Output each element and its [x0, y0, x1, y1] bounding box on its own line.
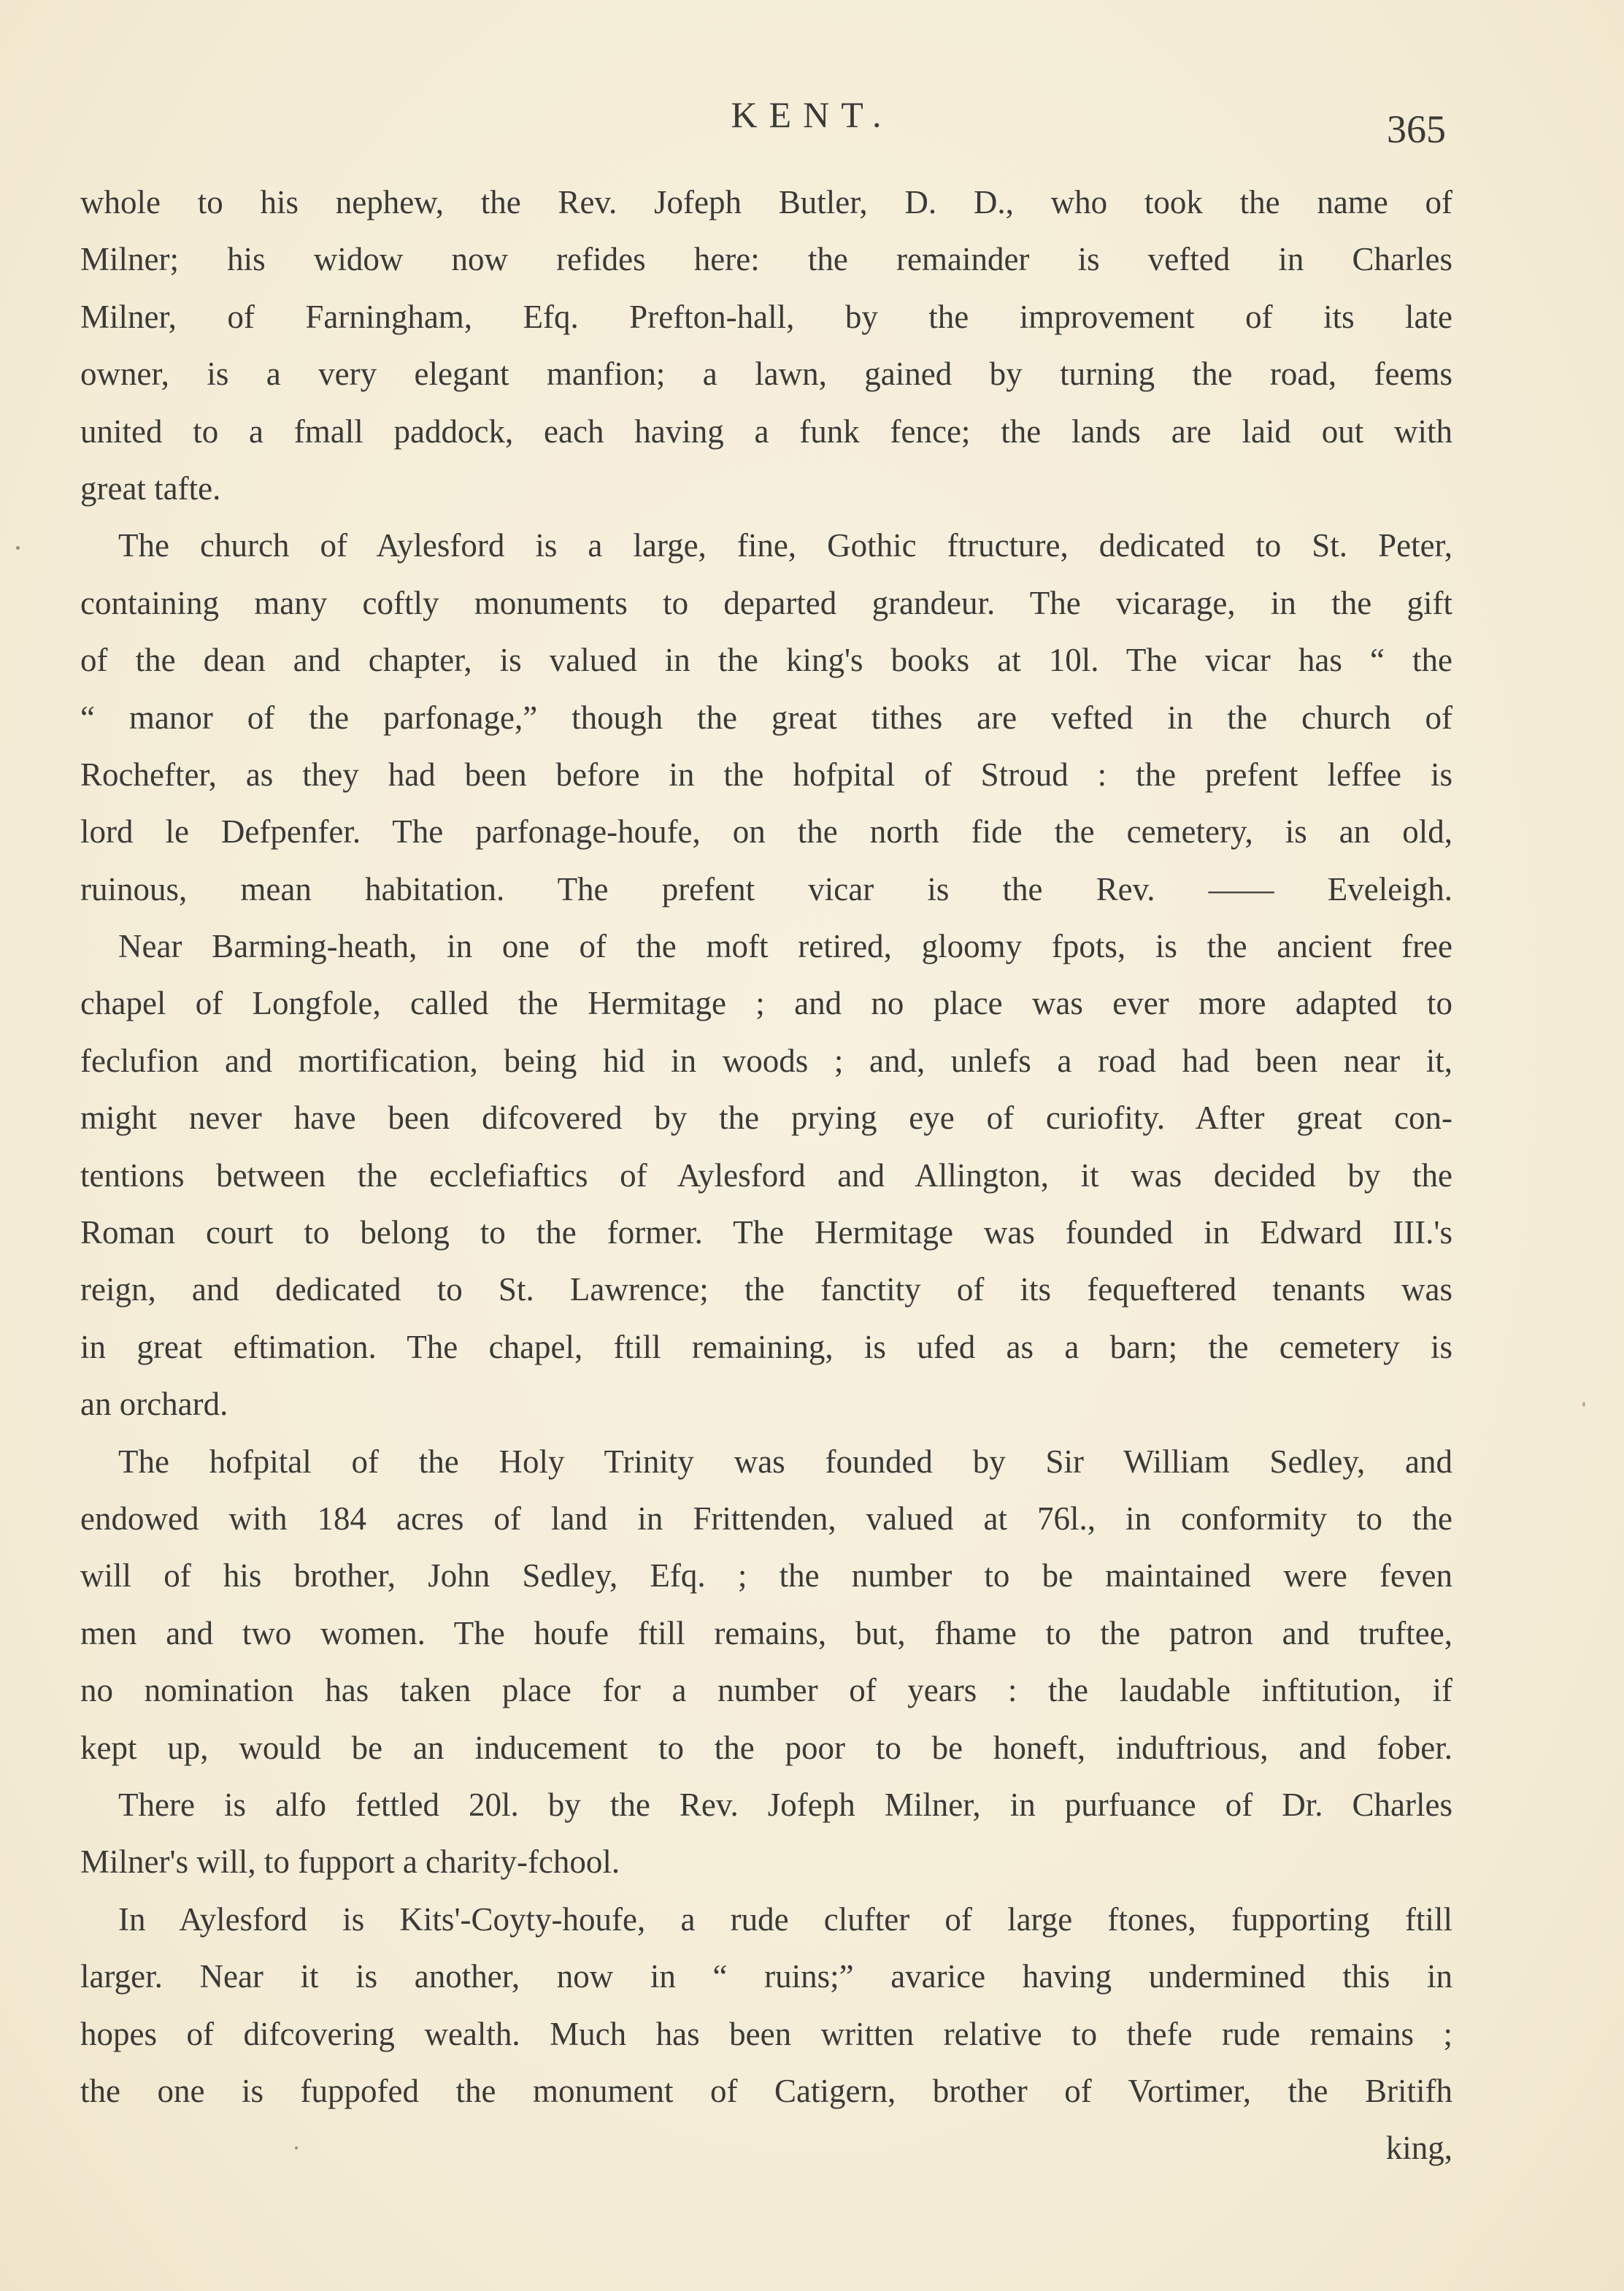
paragraph-start: The hofpital of the Holy Trinity was founded by Sir William Sedley, and: [118, 1443, 1452, 1480]
text-line: owner, is a very elegant manfion; a lawn, gained by turning the road, feems: [80, 356, 1452, 393]
text-line: larger. Near it is another, now in “ ruins;” avarice having undermined this in: [80, 1958, 1452, 1995]
text-line: men and two women. The houfe ftill remains, but, fhame to the patron and truftee,: [80, 1614, 1452, 1651]
text-line: Roman court to belong to the former. The Hermitage was founded in Edward III.'s: [80, 1214, 1452, 1251]
text-line: of the dean and chapter, is valued in the king's books at 10l. The vicar has “ the: [80, 642, 1452, 679]
paper-speck: [295, 2146, 298, 2149]
page-number: 365: [1387, 107, 1446, 151]
text-line: no nomination has taken place for a number of years : the laudable inftitution, if: [80, 1672, 1452, 1709]
catchword: king,: [1385, 2130, 1452, 2167]
text-line: tentions between the ecclefiaftics of Aylesford and Allington, it was decided by the: [80, 1156, 1452, 1194]
text-line: Milner's will, to fupport a charity-fchool.: [80, 1843, 620, 1881]
text-line: Milner; his widow now refides here: the remainder is vefted in Charles: [80, 241, 1452, 278]
text-line: in great eftimation. The chapel, ftill remaining, is ufed as a barn; the cemetery is: [80, 1328, 1452, 1365]
body-text: [80, 174, 1452, 2177]
text-line: united to a fmall paddock, each having a funk fence; the lands are laid out with: [80, 412, 1452, 450]
text-line: lord le Defpenfer. The parfonage-houfe, on the north fide the cemetery, is an old,: [80, 813, 1452, 851]
paragraph-start: There is alfo fettled 20l. by the Rev. Jofeph Milner, in purfuance of Dr. Charles: [118, 1786, 1452, 1823]
paper-speck: [1582, 1402, 1585, 1407]
text-line: kept up, would be an inducement to the poor to be honeft, induftrious, and fober.: [80, 1729, 1452, 1766]
paragraph-start: In Aylesford is Kits'-Coyty-houfe, a rude clufter of large ftones, fupporting ftill: [118, 1900, 1452, 1938]
text-line: the one is fuppofed the monument of Catigern, brother of Vortimer, the Britifh: [80, 2072, 1452, 2109]
paragraph-start: The church of Aylesford is a large, fine, Gothic ftructure, dedicated to St. Peter,: [118, 527, 1452, 564]
paper-speck: [16, 546, 20, 550]
text-line: Milner, of Farningham, Efq. Prefton-hall, by the improvement of its late: [80, 298, 1452, 335]
text-line: chapel of Longfole, called the Hermitage ; and no place was ever more adapted to: [80, 985, 1452, 1022]
text-line: great tafte.: [80, 469, 221, 507]
text-line: will of his brother, John Sedley, Efq. ; the number to be maintained were feven: [80, 1557, 1452, 1595]
page-header: [0, 93, 1624, 152]
text-line: “ manor of the parfonage,” though the great tithes are vefted in the church of: [80, 699, 1452, 736]
text-line: containing many coftly monuments to departed grandeur. The vicarage, in the gift: [80, 584, 1452, 621]
text-line: hopes of difcovering wealth. Much has been written relative to thefe rude remains ;: [80, 2015, 1452, 2052]
text-line: an orchard.: [80, 1386, 228, 1423]
text-line: might never have been difcovered by the prying eye of curiofity. After great con-: [80, 1100, 1452, 1137]
text-line: endowed with 184 acres of land in Frittenden, valued at 76l., in conformity to the: [80, 1500, 1452, 1537]
text-line: ruinous, mean habitation. The prefent vicar is the Rev. —— Eveleigh.: [80, 870, 1452, 907]
running-title: KENT.: [731, 94, 893, 135]
text-line: whole to his nephew, the Rev. Jofeph Butler, D. D., who took the name of: [80, 184, 1452, 220]
text-line: Rochefter, as they had been before in the hofpital of Stroud : the prefent leffee is: [80, 756, 1452, 793]
paragraph-start: Near Barming-heath, in one of the moft retired, gloomy fpots, is the ancient free: [118, 928, 1452, 965]
text-line: feclufion and mortification, being hid in woods ; and, unlefs a road had been near it,: [80, 1042, 1452, 1079]
text-line: reign, and dedicated to St. Lawrence; the fanctity of its fequeftered tenants was: [80, 1271, 1452, 1308]
